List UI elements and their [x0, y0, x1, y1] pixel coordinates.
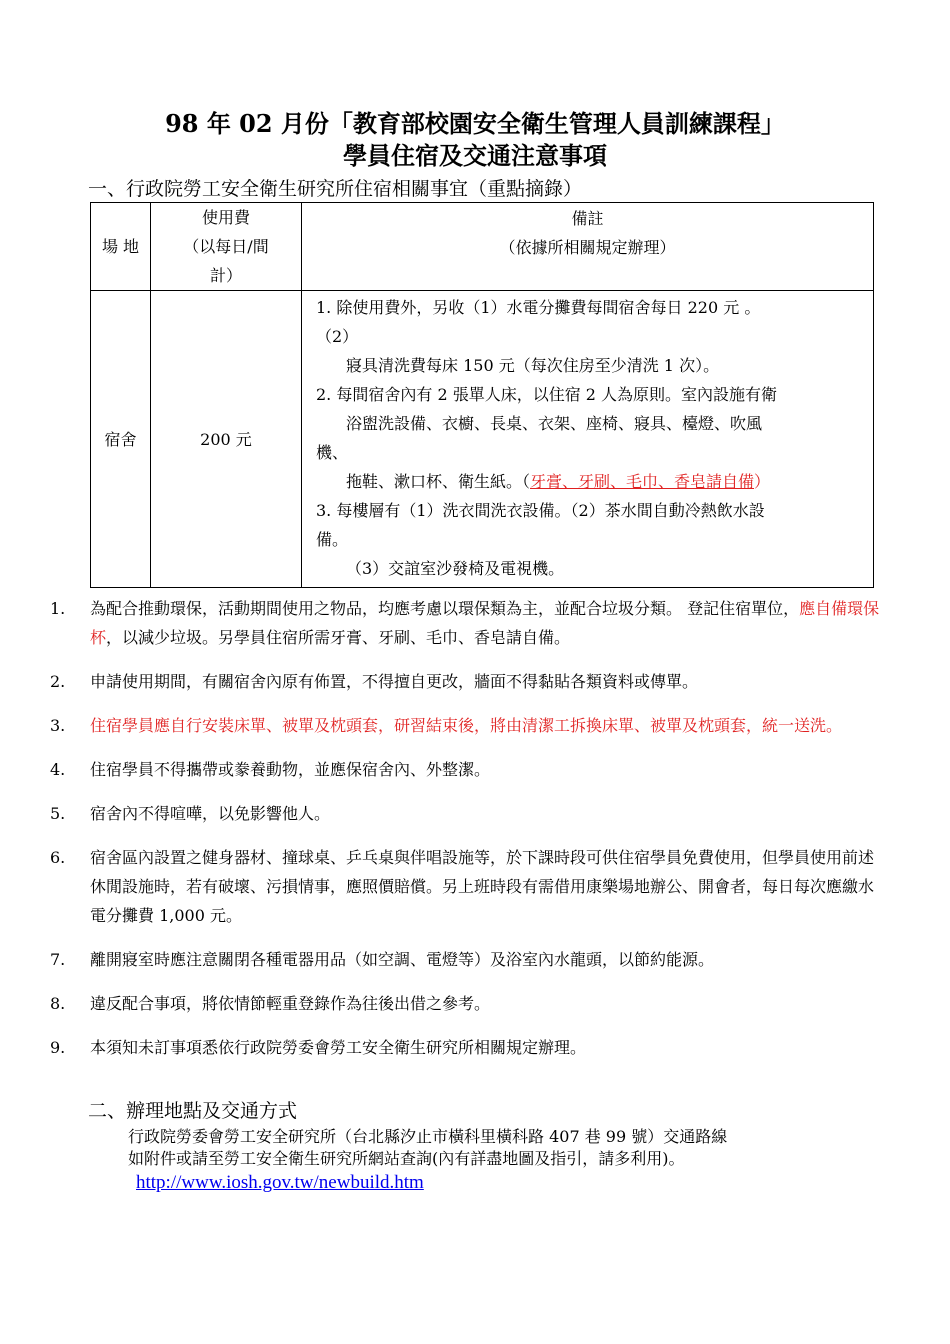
facility-table — [90, 202, 874, 588]
header-remark-line1: 備註 — [571, 209, 604, 228]
section1-heading: 一、行政院勞工安全衛生研究所住宿相關事宜（重點摘錄） — [88, 178, 583, 200]
list-text: 申請使用期間，有關宿舍內原有佈置，不得擅自更改，牆面不得黏貼各類資料或傳單。 — [90, 672, 699, 691]
list-number: 3. — [50, 716, 66, 735]
list-text: 住宿學員不得攜帶或豢養動物，並應保宿舍內、外整潔。 — [90, 760, 491, 779]
cell-fee: 200 元 — [151, 291, 302, 588]
list-text: 為配合推動環保，活動期間使用之物品，均應考慮以環保類為主，並配合垃圾分類。 登記住宿單位， — [90, 599, 800, 618]
note-red-text: 牙膏、牙刷、毛巾、香皂請自備 — [530, 472, 755, 491]
list-red-text: 應自備環保杯 — [90, 599, 880, 647]
note-line: 3. 每樓層有（1）洗衣間洗衣設備。（2）茶水間自動冷熱飲水設 — [316, 501, 765, 520]
header-place: 場 地 — [91, 203, 151, 291]
list-item — [50, 799, 886, 828]
list-number: 2. — [50, 672, 66, 691]
list-number: 5. — [50, 804, 66, 823]
note-line: 1. 除使用費外，另收（1）水電分攤費每間宿舍每日 220 元 。 — [316, 298, 761, 317]
list-item — [50, 989, 886, 1018]
page-title-line1: 98 年 02 月份「教育部校園安全衛生管理人員訓練課程」 — [165, 109, 785, 138]
address-line1: 行政院勞委會勞工安全研究所（台北縣汐止市橫科里橫科路 407 巷 99 號）交通路線 — [128, 1127, 728, 1146]
header-fee — [151, 203, 302, 291]
list-text: ，以減少垃圾。另學員住宿所需牙膏、牙刷、毛巾、香皂請自備。 — [106, 628, 571, 647]
note-text: ） — [754, 472, 771, 491]
section2-heading: 二、辦理地點及交通方式 — [88, 1100, 298, 1122]
note-line: 浴盥洗設備、衣櫥、長桌、衣架、座椅、寢具、檯燈、吹風 — [346, 414, 763, 433]
list-item — [50, 594, 886, 652]
table-row — [91, 291, 874, 588]
list-item — [50, 1033, 886, 1062]
list-item — [50, 711, 886, 740]
header-fee-line1: 使用費 — [201, 208, 250, 227]
list-item — [50, 843, 886, 930]
list-item — [50, 755, 886, 784]
list-text: 違反配合事項，將依情節輕重登錄作為往後出借之參考。 — [90, 994, 491, 1013]
note-line: 寢具清洗費每床 150 元（每次住房至少清洗 1 次）。 — [346, 356, 720, 375]
rules-list — [50, 594, 886, 1077]
list-item — [50, 667, 886, 696]
list-item — [50, 945, 886, 974]
list-red-text: 住宿學員應自行安裝床單、被單及枕頭套，研習結束後，將由清潔工拆換床單、被單及枕頭套，統一送洗。 — [90, 716, 843, 735]
address-line2: 如附件或請至勞工安全衛生研究所網站查詢(內有詳盡地圖及指引，請多利用)。 — [128, 1149, 685, 1168]
list-text: 本須知未訂事項悉依行政院勞委會勞工安全衛生研究所相關規定辦理。 — [90, 1038, 587, 1057]
note-line: （2） — [316, 327, 359, 346]
note-line — [316, 467, 863, 496]
website-link[interactable]: http://www.iosh.gov.tw/newbuild.htm — [136, 1172, 424, 1193]
list-number: 6. — [50, 848, 66, 867]
list-text: 宿舍區內設置之健身器材、撞球桌、乒乓桌與伴唱設施等，於下課時段可供住宿學員免費使用，但學員使用前述休閒設施時，若有破壞、污損情事，應照價賠償。另上班時段有需借用康樂場地辦公、開會者，每日每次應繳水電分攤費 1,000 元。 — [90, 848, 875, 925]
note-line: 2. 每間宿舍內有 2 張單人床，以住宿 2 人為原則。室內設施有衛 — [316, 385, 778, 404]
table-header-row — [91, 203, 874, 291]
header-fee-line2: （以每日/間 — [183, 237, 269, 256]
note-line: 機、 — [316, 443, 349, 462]
note-line: 備。 — [316, 530, 349, 549]
list-number: 7. — [50, 950, 66, 969]
list-number: 9. — [50, 1038, 66, 1057]
note-text: 拖鞋、漱口杯、衛生紙。（ — [346, 472, 531, 491]
list-text: 宿舍內不得喧嘩，以免影響他人。 — [90, 804, 331, 823]
list-number: 8. — [50, 994, 66, 1013]
header-fee-line3: 計） — [209, 266, 242, 285]
cell-place: 宿舍 — [91, 291, 151, 588]
list-number: 1. — [50, 599, 66, 618]
note-line: （3）交誼室沙發椅及電視機。 — [346, 559, 565, 578]
header-remark-line2: （依據所相關規定辦理） — [499, 238, 676, 257]
header-remark — [302, 203, 874, 291]
cell-notes — [302, 291, 874, 588]
list-number: 4. — [50, 760, 66, 779]
list-text: 離開寢室時應注意關閉各種電器用品（如空調、電燈等）及浴室內水龍頭，以節約能源。 — [90, 950, 715, 969]
page-title-line2: 學員住宿及交通注意事項 — [343, 141, 607, 170]
